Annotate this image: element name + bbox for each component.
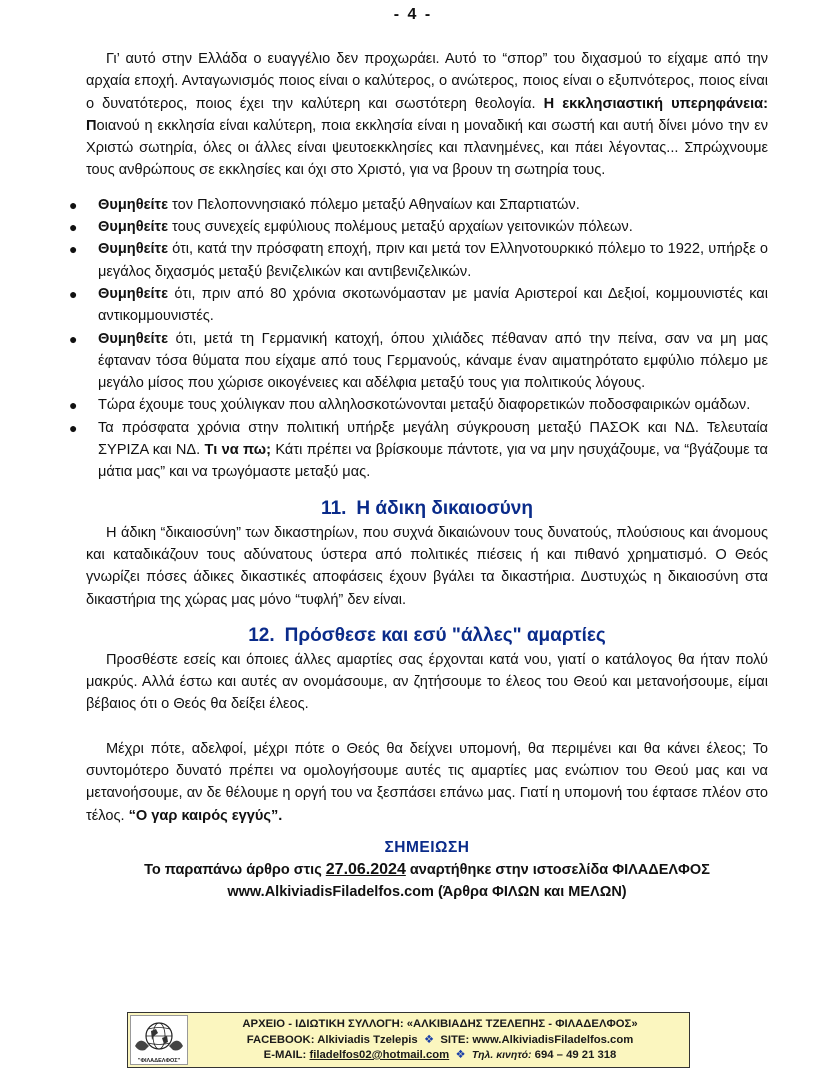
globe-hands-icon <box>131 1016 187 1058</box>
intro-bold: Η εκκλησιαστική υπερηφάνεια: Π <box>86 95 768 134</box>
site-link[interactable]: SITE: www.AlkiviadisFiladelfos.com <box>440 1033 634 1046</box>
logo-text: "ΦΙΛΑΔΕΛΦΟΣ" <box>137 1058 181 1064</box>
diamond-icon: ❖ <box>423 1033 435 1046</box>
paragraph-text: Μέχρι πότε, αδελφοί, μέχρι πότε ο Θεός θα δείχνει υπομονή, θα περιμένει και θα κάνει έλεος; Το συντομότερο δυνατό πρέπει να ομολογήσουμε αυτές τις αμαρτίες μας ενώπιον του Θεού μας και να μετανοήσουμε, αν δε θέλουμε η οργή του να ξεσπάσει επάνω μας. Γιατί η υπομονή του έφτασε πλέον στο τέλος. <box>86 740 768 824</box>
note-text: αναρτήθηκε στην ιστοσελίδα ΦΙΛΑΔΕΛΦΟΣ <box>405 861 710 878</box>
intro-text-2: οιανού η εκκλησία είναι καλύτερη, ποια εκκλησία είναι η μοναδική και σωστή και αυτή δίνει μόνο την εν Χριστώ σωτηρία, όλες οι άλλες είναι ψευτοεκκλησίες και πλανημένες, και πάει λέγοντας... Σπρώχνουμε τους ανθρώπους σε εκκλησίες και όχι στο Χριστό, για να βρουν τη σωτηρία τους. <box>86 117 768 179</box>
section-number: 12. <box>248 624 275 646</box>
list-item-bold: Θυμηθείτε <box>98 196 168 213</box>
archive-line: ΑΡΧΕΙΟ - ΙΔΙΩΤΙΚΗ ΣΥΛΛΟΓΗ: «ΑΛΚΙΒΙΑΔΗΣ ΤΖΕΛΕΠΗΣ - ΦΙΛΑΔΕΛΦΟΣ» <box>242 1018 638 1030</box>
bullet-icon: ● <box>69 219 78 236</box>
section-title: Η άδικη δικαιοσύνη <box>356 497 533 519</box>
contact-line <box>192 1048 688 1064</box>
list-item-text: τον Πελοποννησιακό πόλεμο μεταξύ Αθηναίων και Σπαρτιατών. <box>168 196 580 213</box>
section-11-heading <box>86 496 768 522</box>
note-text: Το παραπάνω άρθρο στις <box>144 861 326 878</box>
section-title: Πρόσθεσε και εσύ "άλλες" αμαρτίες <box>284 624 606 646</box>
note-title: ΣΗΜΕΙΩΣΗ <box>384 838 470 856</box>
closing-quote: “Ο γαρ καιρός εγγύς”. <box>128 807 283 824</box>
list-item-text: ότι, μετά τη Γερμανική κατοχή, όπου χιλιάδες πέθαναν από την πείνα, σαν να μη μας έφταναν τόσα θύματα που είχαμε από τους Γερμανούς, κάναμε έναν αιματηρότατο εμφύλιο πόλεμο με μεγάλο μίσος που χώρισε οικογένειες και αδέλφια μεταξύ τους για πολιτικούς λόγους. <box>98 330 768 392</box>
list-item-bold: Τι να πω; <box>204 442 271 459</box>
bullet-list <box>69 194 768 484</box>
section-11-paragraph: Η άδικη “δικαιοσύνη” των δικαστηρίων, που συχνά δικαιώνουν τους δυνατούς, πλούσιους και άνομους και καταδικάζουν τους αδύνατους ύστερα από πολιτικές πιέσεις ή και πιθανό χρηματισμό. Ο Θεός γνωρίζει πόσες άδικες δικαστικές αποφάσεις έχουν βγάλει τα δικαστήρια. Δυστυχώς η δικαιοσύνη στα δικαστήρια της χώρας μας μόνο “τυφλή” δεν είναι. <box>86 524 768 608</box>
phone-number: 694 – 49 21 318 <box>531 1049 617 1061</box>
list-item-bold: Θυμηθείτε <box>98 285 168 302</box>
social-line <box>192 1033 688 1049</box>
page-number: - 4 - <box>393 6 433 23</box>
list-item-text: ότι, πριν από 80 χρόνια σκοτωνόμασταν με μανία Αριστεροί και Δεξιοί, κομμουνιστές και αντικομμουνιστές. <box>98 285 768 325</box>
bullet-icon: ● <box>69 330 78 347</box>
bullet-icon: ● <box>69 196 78 213</box>
list-item-text: Κάτι πρέπει να βρίσκουμε πάντοτε, για να μην ησυχάζουμε, να “βγάζουμε τα μάτια μας” και να τρωγόμαστε μεταξύ μας. <box>98 442 768 481</box>
bullet-icon: ● <box>69 241 78 258</box>
footer-box <box>127 1012 690 1068</box>
email-label: E-MAIL: <box>263 1049 310 1061</box>
note-block <box>86 837 768 903</box>
list-item <box>69 394 768 416</box>
section-12-paragraph-1: Προσθέστε εσείς και όποιες άλλες αμαρτίες σας έρχονται κατά νου, γιατί ο κατάλογος θα ήταν πολύ μακρύς. Αλλά έστω και αυτές αν ονομάσουμε, αν ζητήσουμε το έλεος του Θεού και μετανοήσουμε, είμαι βέβαιος ότι ο Θεός θα δείξει έλεος. <box>86 651 768 713</box>
phone-label: Τηλ. κινητό: <box>471 1049 532 1061</box>
intro-text-1: Γι’ αυτό στην Ελλάδα ο ευαγγέλιο δεν προχωράει. Αυτό το “σπορ” του διχασμού το είχαμε από την αρχαία εποχή. Ανταγωνισμός ποιος είναι ο καλύτερος, ο ανώτερος, ποιος είναι ο εξυπνότερος, ποιος είναι ο δυνατότερος, ποιος έχει την καλύτερη και σωστότερη θεολογία. <box>86 51 768 112</box>
list-item-bold: Θυμηθείτε <box>98 219 168 236</box>
list-item-text: Τώρα έχουμε τους χούλιγκαν που αλληλοσκοτώνονται μεταξύ διαφορετικών ποδοσφαιρικών ομάδων. <box>98 397 751 414</box>
list-item-text: ότι, κατά την πρόσφατη εποχή, πριν και μετά τον Ελληνοτουρκικό πόλεμο το 1922, υπήρξε ο μεγάλος διχασμός μεταξύ βενιζελικών και αντιβενιζελικών. <box>98 241 768 280</box>
list-item-bold: Θυμηθείτε <box>98 241 168 258</box>
intro-paragraph <box>86 48 768 182</box>
list-item <box>69 216 768 238</box>
footer-info <box>192 1017 688 1064</box>
bullet-icon: ● <box>69 419 78 436</box>
diamond-icon: ❖ <box>455 1049 466 1061</box>
section-12-paragraph-2 <box>86 738 768 827</box>
list-item-text: Τα πρόσφατα χρόνια στην πολιτική υπήρξε μεγάλη σύγκρουση μεταξύ ΠΑΣΟΚ και ΝΔ. Τελευταία ΣΥΡΙΖΑ και ΝΔ. <box>98 419 768 459</box>
email-link[interactable]: filadelfos02@hotmail.com <box>309 1049 450 1061</box>
article-body <box>69 48 768 903</box>
bullet-icon: ● <box>69 285 78 302</box>
list-item <box>69 238 768 283</box>
list-item <box>69 194 768 216</box>
list-item-text: τους συνεχείς εμφύλιους πολέμους μεταξύ αρχαίων γειτονικών πόλεων. <box>168 219 633 236</box>
list-item <box>69 283 768 328</box>
logo <box>130 1015 188 1065</box>
section-number: 11. <box>321 497 347 519</box>
note-date: 27.06.2024 <box>325 860 406 878</box>
list-item-bold: Θυμηθείτε <box>98 330 168 347</box>
facebook-link[interactable]: FACEBOOK: Alkiviadis Tzelepis <box>246 1033 418 1046</box>
list-item <box>69 417 768 484</box>
note-line-1 <box>86 859 768 881</box>
bullet-icon: ● <box>69 397 78 414</box>
section-12-heading <box>86 623 768 649</box>
list-item <box>69 328 768 395</box>
note-line-2: www.AlkiviadisFiladelfos.com (Άρθρα ΦΙΛΩΝ και ΜΕΛΩΝ) <box>227 883 627 900</box>
